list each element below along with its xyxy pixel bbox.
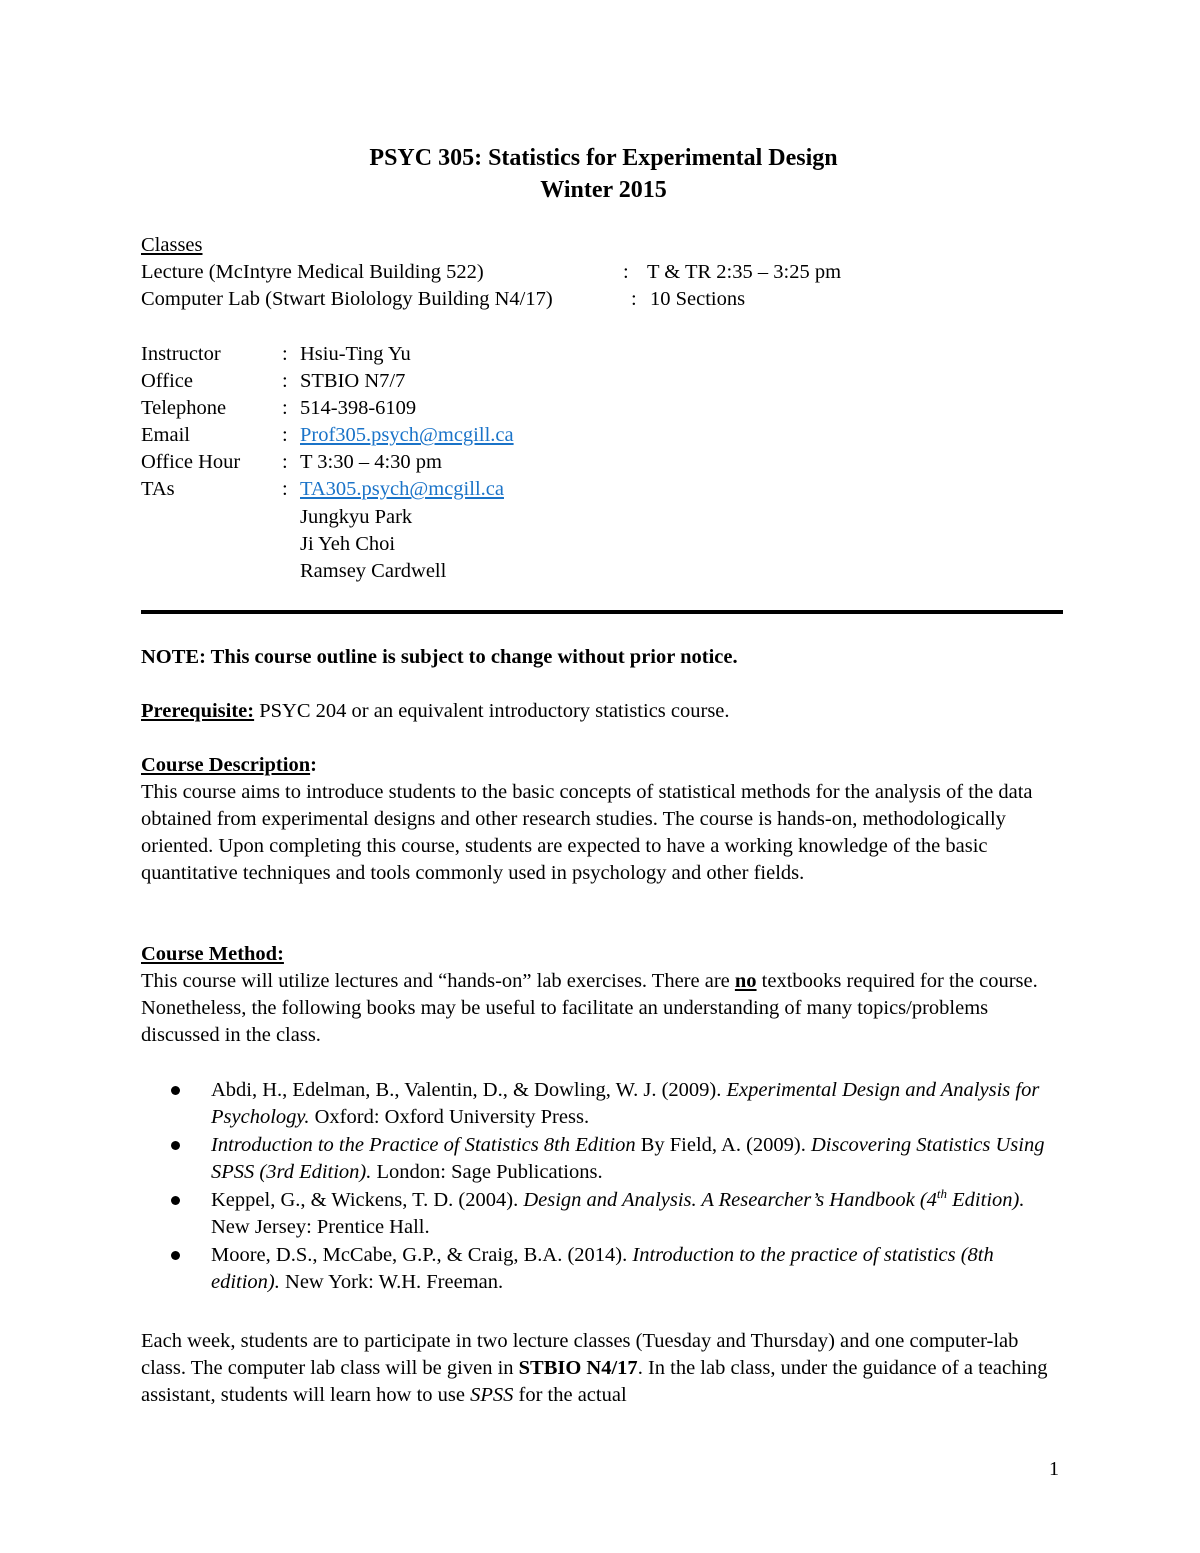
bullet-icon (171, 1141, 180, 1150)
list-item (141, 1132, 1066, 1186)
description-heading (141, 752, 1066, 779)
class-row-lecture (141, 259, 484, 286)
course-title: PSYC 305: Statistics for Experimental Design (369, 145, 838, 171)
contact-sep: : (282, 343, 288, 365)
ref-publisher: New Jersey: Prentice Hall. (211, 1216, 430, 1238)
weekly-text-a: Each week, students are to participate in two lecture classes (Tuesday and Thursday) and one computer-lab class. The computer lab class will be given in (141, 1330, 1019, 1379)
classes-heading: Classes (141, 234, 203, 256)
page-number: 1 (1049, 1458, 1059, 1480)
description-label: Course Description (141, 754, 311, 776)
office-hour-label: Office Hour (141, 451, 241, 473)
method-text (141, 968, 1066, 1049)
reference-list (141, 1077, 1066, 1297)
ta-name: Ramsey Cardwell (300, 560, 447, 582)
tas-label: TAs (141, 478, 175, 500)
contact-sep: : (282, 397, 288, 419)
description-text: This course aims to introduce students to the basic concepts of statistical methods for the analysis of the data obtained from experimental designs and other research studies. The course is hands-on, methodologically oriented. Upon completing this course, students are expected to have a working knowledge of the basic quantitative techniques and tools commonly used in psychology and other fields. (141, 781, 1033, 884)
tas-email-link[interactable]: TA305.psych@mcgill.ca (300, 478, 504, 500)
list-item (141, 1187, 1066, 1241)
ref-authors: Keppel, G., & Wickens, T. D. (2004). (211, 1189, 524, 1211)
method-heading: Course Method: (141, 943, 284, 965)
section-divider (141, 610, 1063, 614)
ref-title: Introduction to the Practice of Statistics 8th Edition (211, 1134, 636, 1156)
ta-name: Ji Yeh Choi (300, 533, 396, 555)
office-label: Office (141, 370, 193, 392)
software-name: SPSS (470, 1384, 514, 1406)
instructor-label: Instructor (141, 343, 221, 365)
ref-title: Introduction to the practice of statistics (8th edition). (211, 1244, 994, 1293)
prerequisite-label: Prerequisite: (141, 700, 255, 722)
lab-room: STBIO N4/17 (518, 1357, 638, 1379)
ref-title: Discovering Statistics Using SPSS (3rd Edition). (211, 1134, 1045, 1183)
email-label: Email (141, 424, 190, 446)
email-link[interactable]: Prof305.psych@mcgill.ca (300, 424, 514, 446)
method-text-a: This course will utilize lectures and “hands-on” lab exercises. There are (141, 970, 735, 992)
contact-sep: : (282, 424, 288, 446)
prerequisite-text: PSYC 204 or an equivalent introductory statistics course. (254, 700, 730, 722)
bullet-icon (171, 1251, 180, 1260)
ref-superscript: th (936, 1186, 948, 1202)
bullet-icon (171, 1196, 180, 1205)
ta-name: Jungkyu Park (300, 506, 413, 528)
telephone-value: 514-398-6109 (300, 397, 417, 419)
method-text-b: textbooks required for the course. Nonetheless, the following books may be useful to facilitate an understanding of many topics/problems discussed in the class. (141, 970, 1038, 1046)
class-label: Lecture (McIntyre Medical Building 522) (141, 261, 484, 283)
class-sep: : (623, 261, 629, 283)
bullet-icon (171, 1086, 180, 1095)
ref-authors: By Field, A. (2009). (635, 1134, 811, 1156)
weekly-text-b: . In the lab class, under the guidance of a teaching assistant, students will learn how to use (141, 1357, 1048, 1406)
ref-publisher: London: Sage Publications. (371, 1161, 603, 1183)
telephone-label: Telephone (141, 397, 227, 419)
ref-title: Experimental Design and Analysis for Psychology. (211, 1079, 1040, 1128)
list-item (141, 1077, 1066, 1131)
class-value: T & TR 2:35 – 3:25 pm (647, 261, 842, 283)
ref-authors: Abdi, H., Edelman, B., Valentin, D., & Dowling, W. J. (2009). (211, 1079, 727, 1101)
course-method-section (141, 941, 1066, 1049)
class-row-lab (141, 286, 553, 313)
ref-title: Design and Analysis. A Researcher’s Handbook (4 (523, 1189, 937, 1211)
ref-title-end: Edition). (947, 1189, 1025, 1211)
instructor-value: Hsiu-Ting Yu (300, 343, 411, 365)
ref-publisher: New York: W.H. Freeman. (279, 1271, 504, 1293)
contact-sep: : (282, 478, 288, 500)
class-label: Computer Lab (Stwart Biolology Building N4/17) (141, 288, 553, 310)
change-notice: NOTE: This course outline is subject to change without prior notice. (141, 646, 738, 668)
ref-publisher: Oxford: Oxford University Press. (309, 1106, 590, 1128)
office-value: STBIO N7/7 (300, 370, 406, 392)
weekly-text-c: for the actual (513, 1384, 627, 1406)
weekly-schedule-paragraph (141, 1328, 1066, 1409)
ref-authors: Moore, D.S., McCabe, G.P., & Craig, B.A. (2014). (211, 1244, 633, 1266)
office-hour-value: T 3:30 – 4:30 pm (300, 451, 442, 473)
course-term: Winter 2015 (540, 177, 667, 203)
contact-sep: : (282, 370, 288, 392)
course-description-section (141, 752, 1066, 887)
description-colon: : (310, 754, 317, 776)
method-emphasis-no: no (734, 970, 757, 992)
prerequisite-paragraph (141, 698, 1066, 725)
class-sep: : (631, 288, 637, 310)
contact-sep: : (282, 451, 288, 473)
class-value: 10 Sections (650, 288, 746, 310)
list-item (141, 1242, 1066, 1296)
